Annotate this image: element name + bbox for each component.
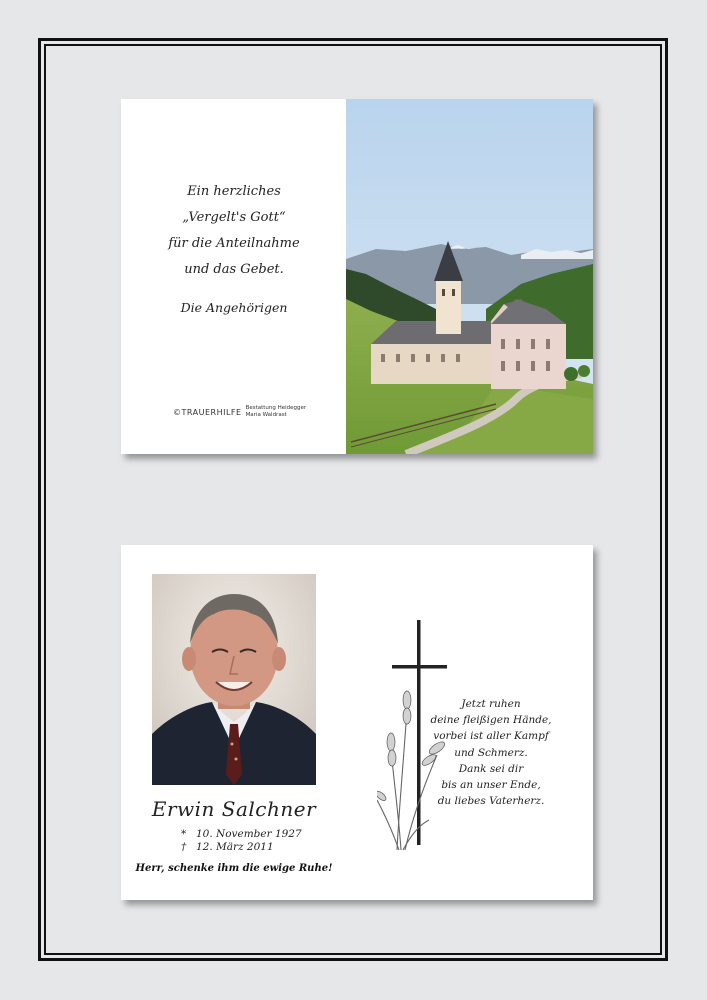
birth-date-row bbox=[181, 828, 302, 841]
thanks-line: für die Anteilnahme bbox=[168, 236, 300, 251]
verse-line: du liebes Vaterherz. bbox=[437, 795, 545, 808]
life-dates bbox=[181, 828, 302, 854]
death-date: 12. März 2011 bbox=[196, 841, 274, 853]
thank-you-card bbox=[121, 99, 593, 454]
birth-symbol: * bbox=[181, 828, 187, 840]
death-date-row bbox=[181, 841, 302, 854]
verse-line: bis an unser Ende, bbox=[441, 779, 541, 792]
prayer-line: Herr, schenke ihm die ewige Ruhe! bbox=[135, 863, 333, 874]
deceased-name: Erwin Salchner bbox=[151, 797, 317, 821]
logo-mark: ©TRAUERHILFE bbox=[173, 407, 242, 417]
thanks-line: „Vergelt's Gott“ bbox=[182, 210, 286, 225]
family-signature: Die Angehörigen bbox=[180, 300, 288, 315]
logo-line: Bestattung Heidegger bbox=[245, 405, 307, 411]
funeral-home-logo bbox=[173, 405, 306, 419]
verse-line: deine fleißigen Hände, bbox=[430, 714, 552, 727]
verse-line: vorbei ist aller Kampf bbox=[433, 730, 549, 743]
thanks-line: Ein herzliches bbox=[187, 184, 281, 199]
death-symbol: † bbox=[181, 841, 187, 853]
memorial-verse bbox=[421, 696, 561, 809]
memorial-card bbox=[121, 545, 593, 900]
birth-date: 10. November 1927 bbox=[196, 828, 302, 840]
verse-line: Jetzt ruhen bbox=[461, 698, 521, 710]
logo-line: Maria Waldrast bbox=[245, 412, 287, 418]
church-photo bbox=[346, 99, 593, 454]
thanks-line: und das Gebet. bbox=[184, 262, 284, 277]
verse-line: Dank sei dir bbox=[458, 762, 524, 775]
thank-you-text bbox=[121, 179, 347, 283]
verse-line: und Schmerz. bbox=[454, 746, 528, 759]
logo-text bbox=[246, 405, 307, 419]
portrait-photo bbox=[152, 574, 316, 785]
